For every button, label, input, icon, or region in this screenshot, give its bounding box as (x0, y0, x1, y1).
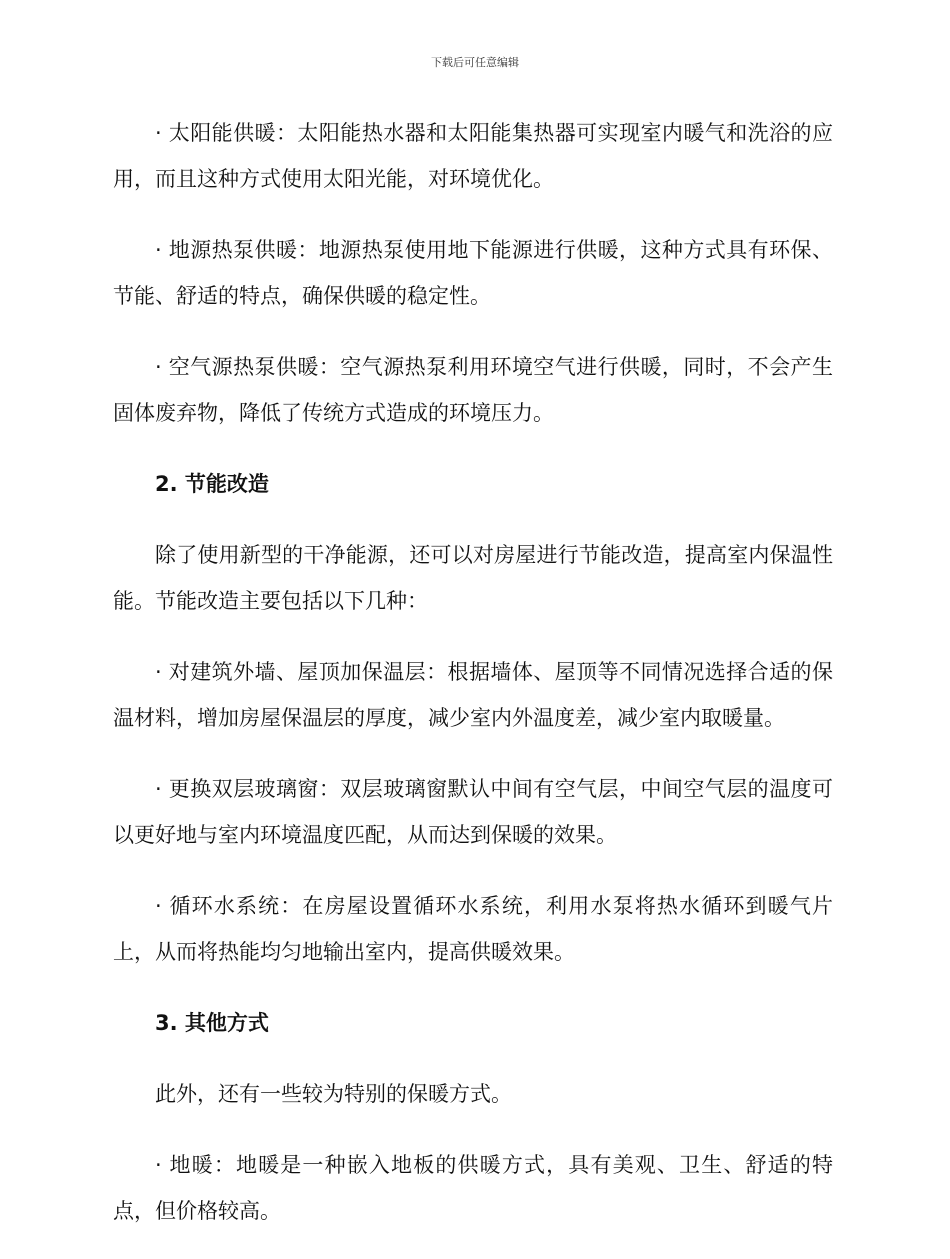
paragraph-air-source-heat-pump: · 空气源热泵供暖：空气源热泵利用环境空气进行供暖，同时，不会产生固体废弃物，降低了传统方式造成的环境压力。 (113, 355, 833, 425)
page-header: 下载后可任意编辑 (431, 56, 519, 69)
paragraph-ground-source-heat-pump: · 地源热泵供暖：地源热泵使用地下能源进行供暖，这种方式具有环保、节能、舒适的特点，确保供暖的稳定性。 (113, 238, 833, 308)
paragraph-circulating-water: · 循环水系统：在房屋设置循环水系统，利用水泵将热水循环到暖气片上，从而将热能均匀地输出室内，提高供暖效果。 (113, 894, 833, 964)
paragraph-insulation-layer: · 对建筑外墙、屋顶加保温层：根据墙体、屋顶等不同情况选择合适的保温材料，增加房屋保温层的厚度，减少室内外温度差，减少室内取暖量。 (113, 660, 833, 730)
paragraph-floor-heating: · 地暖：地暖是一种嵌入地板的供暖方式，具有美观、卫生、舒适的特点，但价格较高。 (113, 1153, 833, 1223)
paragraph-double-glazing: · 更换双层玻璃窗：双层玻璃窗默认中间有空气层，中间空气层的温度可以更好地与室内环境温度匹配，从而达到保暖的效果。 (113, 777, 833, 847)
section-heading-other-methods: 3. 其他方式 (155, 1011, 269, 1035)
section-heading-energy-retrofit: 2. 节能改造 (155, 472, 269, 496)
paragraph-retrofit-intro: 除了使用新型的干净能源，还可以对房屋进行节能改造，提高室内保温性能。节能改造主要包括以下几种： (113, 543, 833, 613)
document-body (113, 110, 833, 1259)
paragraph-other-intro: 此外，还有一些较为特别的保暖方式。 (155, 1082, 512, 1106)
paragraph-solar-heating: · 太阳能供暖：太阳能热水器和太阳能集热器可实现室内暖气和洗浴的应用，而且这种方式使用太阳光能，对环境优化。 (113, 121, 833, 191)
